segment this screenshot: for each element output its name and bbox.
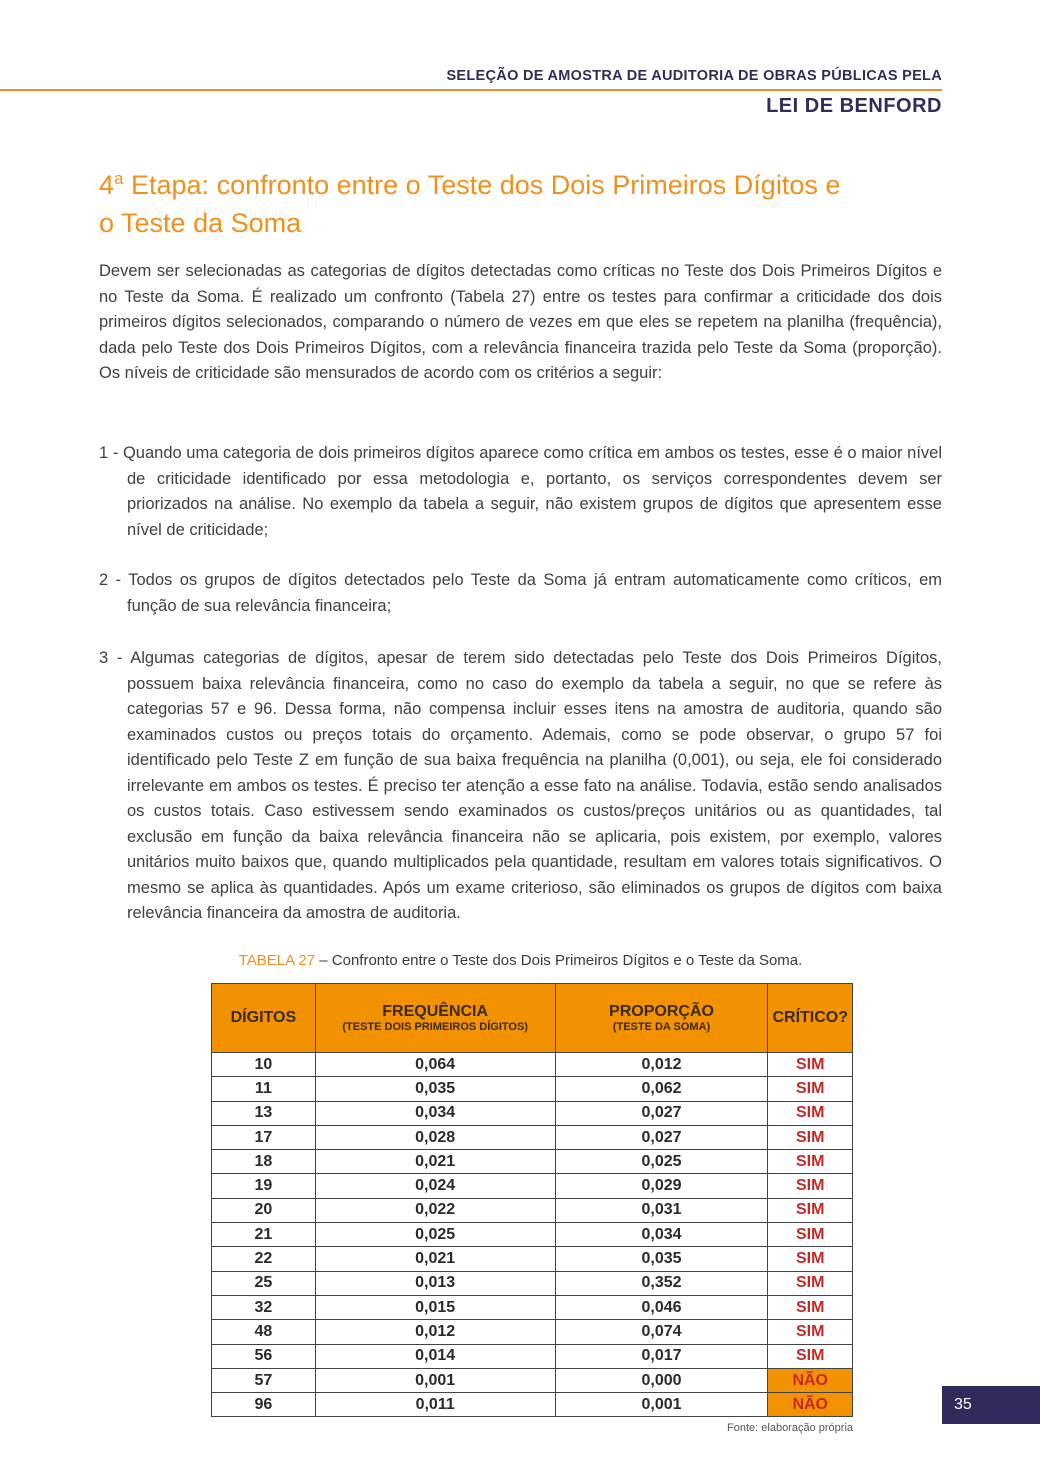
cell-digits: 22: [212, 1247, 316, 1271]
table-row: [212, 1271, 853, 1295]
criteria-item-1: 1 - Quando uma categoria de dois primeiros dígitos aparece como crítica em ambos os testes, esse é o maior nível de criticidade identificado por essa metodologia e, portanto, os serviços correspondentes devem ser priorizados na análise. No exemplo da tabela a seguir, não existem grupos de dígitos que apresentem esse nível de criticidade;: [99, 444, 942, 539]
table-caption-text: – Confronto entre o Teste dos Dois Primeiros Dígitos e o Teste da Soma.: [315, 952, 803, 969]
cell-digits: 19: [212, 1174, 316, 1198]
cell-critical: SIM: [768, 1174, 853, 1198]
header-proportion-label: PROPORÇÃO: [609, 1003, 714, 1020]
cell-frequency: 0,021: [315, 1247, 555, 1271]
cell-proportion: 0,027: [555, 1101, 768, 1125]
cell-proportion: 0,017: [555, 1344, 768, 1368]
cell-digits: 48: [212, 1320, 316, 1344]
section-title-superscript: a: [114, 169, 124, 188]
cell-frequency: 0,001: [315, 1368, 555, 1392]
cell-digits: 56: [212, 1344, 316, 1368]
table-row: [212, 1320, 853, 1344]
cell-frequency: 0,012: [315, 1320, 555, 1344]
header-proportion-sub: (TESTE DA SOMA): [612, 1021, 711, 1033]
table-source: Fonte: elaboração própria: [727, 1422, 853, 1434]
cell-digits: 57: [212, 1368, 316, 1392]
cell-critical: SIM: [768, 1077, 853, 1101]
cell-critical: SIM: [768, 1150, 853, 1174]
header-frequency-sub: (TESTE DOIS PRIMEIROS DÍGITOS): [342, 1021, 528, 1033]
header-critical-label: CRÍTICO?: [772, 1009, 848, 1026]
cell-frequency: 0,025: [315, 1223, 555, 1247]
table-row: [212, 1344, 853, 1368]
table-row: [212, 1174, 853, 1198]
cell-digits: 17: [212, 1125, 316, 1149]
table-caption-label: TABELA 27: [238, 952, 316, 969]
cell-proportion: 0,027: [555, 1125, 768, 1149]
table-row: [212, 1247, 853, 1271]
cell-proportion: 0,046: [555, 1295, 768, 1319]
cell-critical: NÃO: [768, 1393, 853, 1417]
cell-proportion: 0,001: [555, 1393, 768, 1417]
cell-frequency: 0,028: [315, 1125, 555, 1149]
header-digits-label: DÍGITOS: [230, 1009, 297, 1026]
cell-proportion: 0,074: [555, 1320, 768, 1344]
cell-critical: SIM: [768, 1295, 853, 1319]
cell-critical: SIM: [768, 1247, 853, 1271]
page-number: 35: [942, 1386, 1040, 1424]
table-row: [212, 1053, 853, 1077]
cell-critical: SIM: [768, 1223, 853, 1247]
cell-critical: SIM: [768, 1198, 853, 1222]
cell-proportion: 0,062: [555, 1077, 768, 1101]
cell-critical: SIM: [768, 1271, 853, 1295]
cell-frequency: 0,024: [315, 1174, 555, 1198]
section-title-number: 4: [99, 170, 115, 200]
cell-frequency: 0,013: [315, 1271, 555, 1295]
header-frequency: [315, 984, 555, 1053]
cell-proportion: 0,034: [555, 1223, 768, 1247]
cell-proportion: 0,031: [555, 1198, 768, 1222]
cell-digits: 25: [212, 1271, 316, 1295]
cell-critical: SIM: [768, 1344, 853, 1368]
cell-frequency: 0,015: [315, 1295, 555, 1319]
cell-digits: 11: [212, 1077, 316, 1101]
table-row: [212, 1223, 853, 1247]
cell-proportion: 0,029: [555, 1174, 768, 1198]
header-proportion: [555, 984, 768, 1053]
cell-frequency: 0,064: [315, 1053, 555, 1077]
cell-frequency: 0,034: [315, 1101, 555, 1125]
cell-digits: 10: [212, 1053, 316, 1077]
header-top: SELEÇÃO DE AMOSTRA DE AUDITORIA DE OBRAS PÚBLICAS PELA: [446, 68, 942, 84]
cell-frequency: 0,011: [315, 1393, 555, 1417]
cell-proportion: 0,352: [555, 1271, 768, 1295]
cell-digits: 96: [212, 1393, 316, 1417]
cell-critical: NÃO: [768, 1368, 853, 1392]
cell-proportion: 0,000: [555, 1368, 768, 1392]
header-critical: [768, 984, 853, 1053]
section-title-text: Etapa: confronto entre o Teste dos Dois Primeiros Dígitos e o Teste da Soma: [99, 170, 841, 238]
criteria-item-2: 2 - Todos os grupos de dígitos detectados pelo Teste da Soma já entram automaticamente como críticos, em função de sua relevância financeira;: [99, 571, 942, 615]
cell-digits: 20: [212, 1198, 316, 1222]
table-caption: [99, 952, 942, 969]
cell-frequency: 0,022: [315, 1198, 555, 1222]
intro-paragraph: Devem ser selecionadas as categorias de dígitos detectadas como críticas no Teste dos Dois Primeiros Dígitos e no Teste da Soma. É realizado um confronto (Tabela 27) entre os testes para confirmar a criticidade dos dois primeiros dígitos selecionados, comparando o número de vezes em que eles se repetem na planilha (frequência), dada pelo Teste dos Dois Primeiros Dígitos, com a relevância financeira trazida pelo Teste da Soma (proporção). Os níveis de criticidade são mensurados de acordo com os critérios a seguir:: [99, 262, 942, 382]
header-rule: [0, 89, 942, 91]
section-title: [99, 160, 859, 242]
table-header-row: [212, 984, 853, 1053]
table-row: [212, 1295, 853, 1319]
cell-digits: 13: [212, 1101, 316, 1125]
cell-digits: 21: [212, 1223, 316, 1247]
cell-critical: SIM: [768, 1320, 853, 1344]
cell-critical: SIM: [768, 1101, 853, 1125]
cell-frequency: 0,014: [315, 1344, 555, 1368]
criteria-item-3: 3 - Algumas categorias de dígitos, apesar de terem sido detectadas pelo Teste dos Dois Primeiros Dígitos, possuem baixa relevância financeira, como no caso do exemplo da tabela a seguir, no que se refere às categorias 57 e 96. Dessa forma, não compensa incluir esses itens na amostra de auditoria, quando são examinados custos ou preços totais do orçamento. Ademais, como se pode observar, o grupo 57 foi identificado pelo Teste Z em função de sua baixa frequência na planilha (0,001), ou seja, ele foi considerado irrelevante em ambos os testes. É preciso ter atenção a esse fato na análise. Todavia, estão sendo analisados os custos totais. Caso estivessem sendo examinados os custos/preços unitários ou as quantidades, tal exclusão em função da baixa relevância financeira não se aplicaria, pois existem, por exemplo, valores unitários muito baixos que, quando multiplicados pela quantidade, resultam em valores totais significativos. O mesmo se aplica às quantidades. Após um exame criterioso, são eliminados os grupos de dígitos com baixa relevância financeira da amostra de auditoria.: [99, 649, 942, 922]
cell-proportion: 0,025: [555, 1150, 768, 1174]
cell-critical: SIM: [768, 1125, 853, 1149]
cell-proportion: 0,012: [555, 1053, 768, 1077]
table-row: [212, 1125, 853, 1149]
table-row: [212, 1077, 853, 1101]
header-title: LEI DE BENFORD: [766, 95, 942, 117]
header-digits: [212, 984, 316, 1053]
table-row: [212, 1150, 853, 1174]
table-row: [212, 1101, 853, 1125]
cell-critical: SIM: [768, 1053, 853, 1077]
header-frequency-label: FREQUÊNCIA: [382, 1003, 489, 1020]
table-row: [212, 1368, 853, 1392]
table-row: [212, 1198, 853, 1222]
table-row: [212, 1393, 853, 1417]
cell-digits: 18: [212, 1150, 316, 1174]
cell-frequency: 0,021: [315, 1150, 555, 1174]
cell-digits: 32: [212, 1295, 316, 1319]
cell-proportion: 0,035: [555, 1247, 768, 1271]
comparison-table: [211, 983, 853, 1417]
cell-frequency: 0,035: [315, 1077, 555, 1101]
